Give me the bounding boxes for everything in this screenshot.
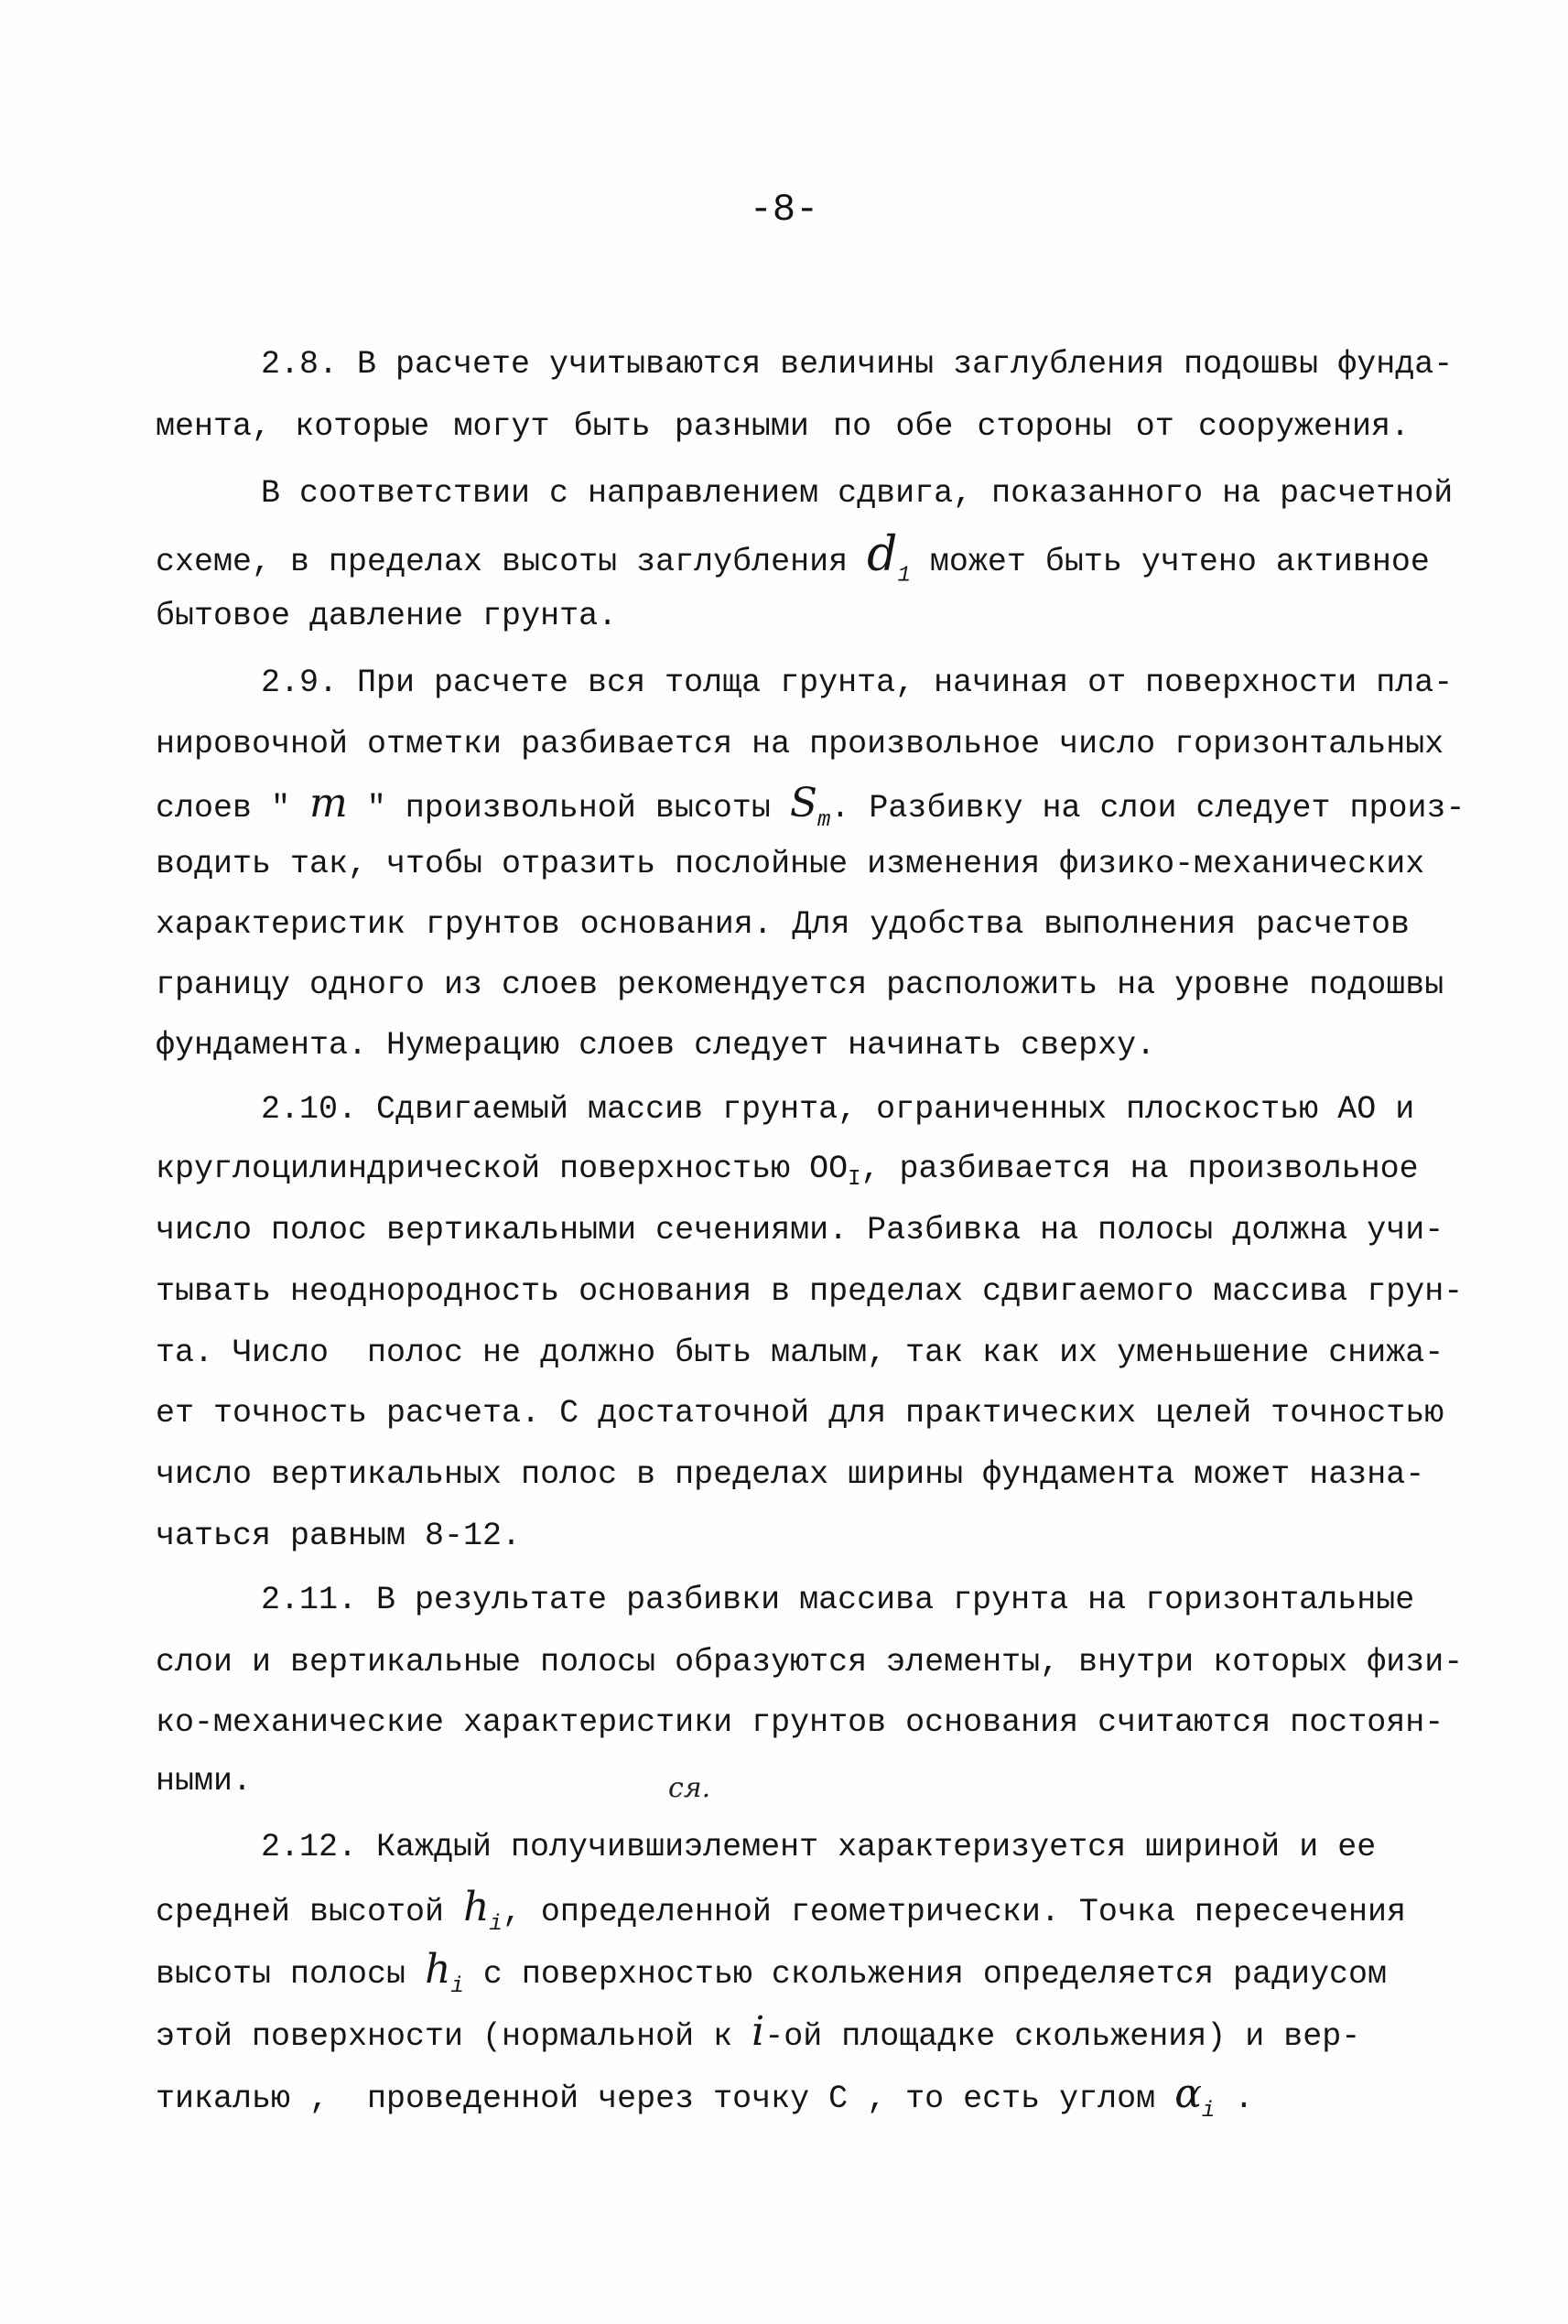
text-line: чаться равным 8-12.: [156, 1518, 522, 1554]
text-segment: . Разбивку на слои следует произ-: [830, 790, 1465, 827]
text-line: ными.: [156, 1763, 253, 1800]
text-line: слои и вертикальные полосы образуются элементы, внутри которых физи-: [156, 1644, 1464, 1681]
text-segment: средней высотой: [156, 1894, 464, 1930]
text-line: [156, 527, 1437, 589]
text-line: ко-механические характеристики грунтов основания считаются постоян-: [156, 1704, 1444, 1741]
text-line: [156, 1145, 1437, 1193]
text-line: границу одного из слоев рекомендуется расположить на уровне подошвы: [156, 967, 1444, 1003]
text-line: характеристик грунтов основания. Для удобства выполнения расчетов: [156, 906, 1410, 943]
text-line: число вертикальных полос в пределах ширины фундамента может назна-: [156, 1456, 1425, 1493]
text-line: та. Число полос не должно быть малым, так как их уменьшение снижа-: [156, 1335, 1444, 1371]
text-line: тывать неоднородность основания в пределах сдвигаемого массива грун-: [156, 1273, 1464, 1310]
text-line: нировочной отметки разбивается на произвольное число горизонтальных: [156, 726, 1444, 762]
handwritten-correction: ся.: [668, 1772, 711, 1804]
formula-symbol: α: [1174, 2070, 1202, 2117]
text-segment: круглоцилиндрической поверхностью ОО: [156, 1151, 849, 1187]
text-segment: высоты полосы: [156, 1956, 426, 1993]
text-line: мента, которые могут быть разными по обе стороны от сооружения.: [156, 408, 1410, 445]
text-segment: , разбивается на произвольное: [860, 1151, 1419, 1187]
text-line: [156, 2070, 1437, 2124]
text-segment: элемент характеризуется шириной и ее: [684, 1829, 1377, 1865]
formula-subscript: 1: [897, 563, 911, 589]
text-segment: , определенной геометрически. Точка пересечения: [502, 1894, 1406, 1930]
formula-symbol: h: [463, 1884, 490, 1930]
formula-hi: [425, 1946, 464, 1999]
formula-m: m: [309, 780, 348, 827]
text-line: 2.10. Сдвигаемый массив грунта, ограниченных плоскостью АО и: [261, 1091, 1415, 1128]
formula-symbol: h: [425, 1946, 451, 1993]
text-segment: тикалью , проведенной через точку С , то есть углом: [156, 2081, 1175, 2117]
formula-subscript: m: [817, 807, 831, 833]
text-segment: .: [1215, 2081, 1254, 2117]
text-line: фундамента. Нумерацию слоев следует начинать сверху.: [156, 1027, 1156, 1064]
formula-i: i: [752, 2008, 765, 2055]
text-line: [156, 1884, 1437, 1937]
text-line: В соответствии с направлением сдвига, показанного на расчетной: [261, 475, 1454, 512]
text-segment: с поверхностью скольжения определяется радиусом: [463, 1956, 1387, 1993]
text-segment: схеме, в пределах высоты заглубления: [156, 544, 868, 580]
text-line: [261, 1823, 1542, 1871]
formula-hi: [463, 1884, 503, 1937]
formula-subscript: i: [450, 1973, 464, 1999]
text-line: водить так, чтобы отразить послойные изменения физико-механических: [156, 846, 1425, 882]
text-line: [156, 2008, 1437, 2056]
formula-d1: [867, 527, 911, 589]
formula-subscript: i: [489, 1911, 503, 1937]
text-line: 2.11. В результате разбивки массива грунта на горизонтальные: [261, 1582, 1415, 1618]
formula-symbol: d: [867, 527, 898, 582]
text-line: [156, 780, 1465, 833]
page-number: -8-: [749, 188, 819, 232]
formula-alpha: [1174, 2070, 1216, 2124]
formula-sm: [789, 780, 831, 833]
text-line: [156, 1946, 1437, 1999]
text-line: 2.8. В расчете учитываются величины заглубления подошвы фунда-: [261, 346, 1454, 383]
text-line: бытовое давление грунта.: [156, 598, 618, 634]
text-line: 2.9. При расчете вся толща грунта, начиная от поверхности пла-: [261, 665, 1454, 701]
text-segment: может быть учтено активное: [910, 544, 1430, 580]
text-segment: 2.12. Каждый получивши: [261, 1829, 685, 1865]
formula-subscript: i: [1201, 2098, 1216, 2124]
formula-subscript: I: [848, 1167, 861, 1192]
text-segment: -ой площадке скольжения) и вер-: [764, 2018, 1361, 2055]
text-line: число полос вертикальными сечениями. Разбивка на полосы должна учи-: [156, 1212, 1444, 1248]
text-segment: этой поверхности (нормальной к: [156, 2018, 752, 2055]
formula-symbol: S: [789, 780, 818, 827]
text-segment: слоев ": [156, 790, 310, 827]
text-segment: " произвольной высоты: [347, 790, 790, 827]
text-line: ет точность расчета. С достаточной для практических целей точностью: [156, 1395, 1444, 1432]
